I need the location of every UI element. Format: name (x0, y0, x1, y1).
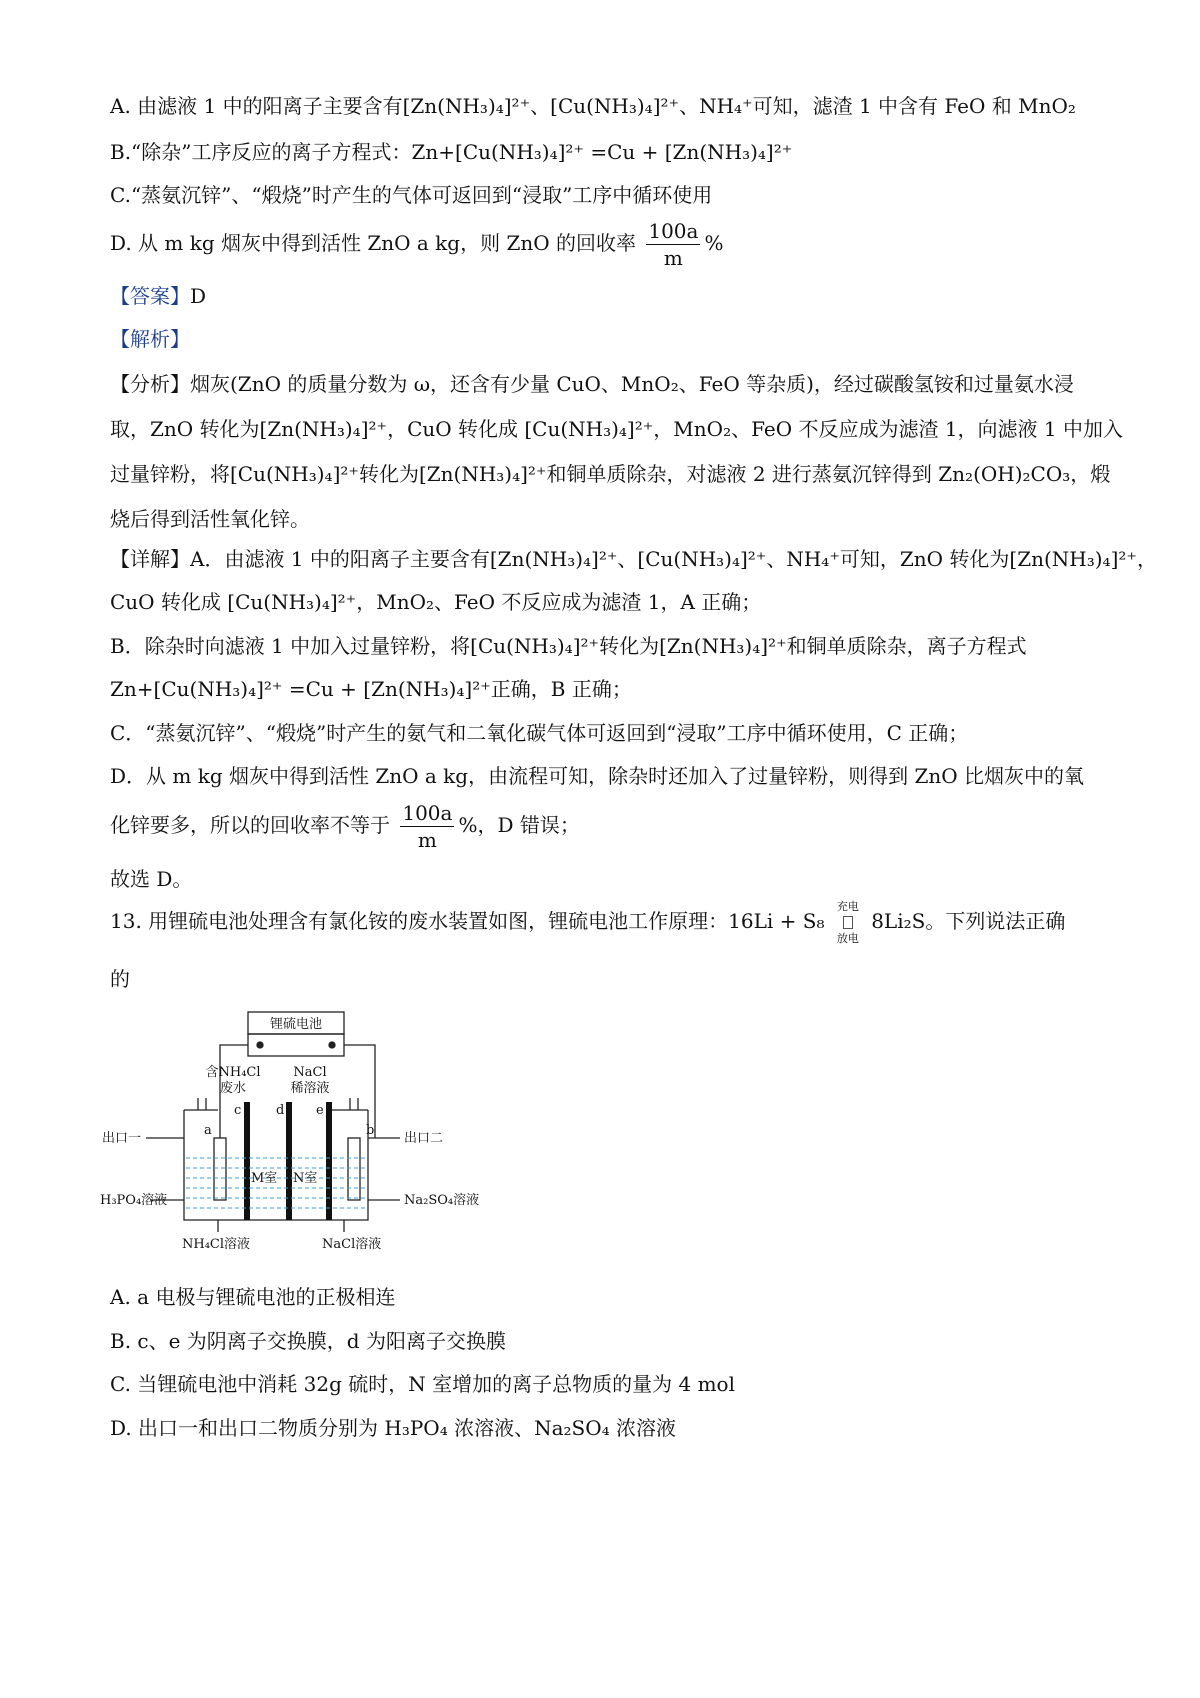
analysis-heading (110, 325, 190, 353)
q13-stem-2: 的 (110, 967, 130, 991)
q12-option-a: A. 由滤液 1 中的阳离子主要含有[Zn(NH₃)₄]²⁺、[Cu(NH₃)₄]²⁺、NH₄⁺可知，滤渣 1 中含有 FeO 和 MnO₂ (110, 94, 1076, 118)
xiangjie-line-2: CuO 转化成 [Cu(NH₃)₄]²⁺，MnO₂、FeO 不反应成为滤渣 1，A 正确； (110, 590, 762, 614)
membrane-c (244, 1102, 250, 1220)
q12-option-b: B.“除杂”工序反应的离子方程式：Zn+[Cu(NH₃)₄]²⁺ =Cu + [Zn(NH₃)₄]²⁺ (110, 140, 793, 164)
nh4cl-outlet-label: NH₄Cl溶液 (182, 1237, 251, 1252)
room-n-label: N室 (293, 1171, 318, 1186)
membrane-d-label: d (276, 1103, 285, 1118)
answer-tag: 【答案】 (110, 284, 190, 308)
h3po4-inlet-label: H₃PO₄溶液 (100, 1193, 168, 1208)
fraction-numerator: 100a (648, 219, 699, 243)
xiangjie-text-7: 化锌要多，所以的回收率不等于 (110, 813, 390, 837)
discharge-label: 放电 (836, 932, 859, 945)
charge-label: 充电 (836, 900, 859, 913)
analysis-tag: 【解析】 (110, 327, 190, 351)
q13-option-b: B. c、e 为阴离子交换膜，d 为阳离子交换膜 (110, 1329, 506, 1353)
electrode-a-label: a (204, 1123, 212, 1138)
electrode-b-label: b (366, 1123, 375, 1138)
arrow-placeholder-icon (843, 916, 853, 929)
xiangjie-line-7 (110, 800, 580, 853)
membrane-e (326, 1102, 332, 1220)
xiangjie-line-6: D．从 m kg 烟灰中得到活性 ZnO a kg，由流程可知，除杂时还加入了过量锌粉，则得到 ZnO 比烟灰中的氧 (110, 764, 1084, 788)
xiangjie-line-8: 故选 D。 (110, 867, 193, 891)
q13-stem-text: 13. 用锂硫电池处理含有氯化铵的废水装置如图，锂硫电池工作原理：16Li + S₈ (110, 909, 825, 933)
fraction-numerator-2: 100a (402, 801, 453, 825)
inlet-nh4cl-label: 含NH₄Cl (205, 1065, 261, 1080)
fenxi-line-2: 取，ZnO 转化为[Zn(NH₃)₄]²⁺，CuO 转化成 [Cu(NH₃)₄]²⁺，MnO₂、FeO 不反应成为滤渣 1，向滤液 1 中加入 (110, 417, 1123, 441)
xiangjie-line-5: C．“蒸氨沉锌”、“煅烧”时产生的氨气和二氧化碳气体可返回到“浸取”工序中循环使用，C 正确； (110, 721, 969, 745)
inlet-dilute-label: 稀溶液 (290, 1081, 330, 1096)
fraction-denominator: m (663, 246, 683, 270)
nacl-outlet-label: NaCl溶液 (322, 1237, 382, 1252)
xiangjie-text-1: A．由滤液 1 中的阳离子主要含有[Zn(NH₃)₄]²⁺、[Cu(NH₃)₄]²⁺、NH₄⁺可知，ZnO 转化为[Zn(NH₃)₄]²⁺， (190, 547, 1157, 571)
electrolysis-diagram (100, 1010, 540, 1270)
membrane-e-label: e (316, 1103, 324, 1118)
xiangjie-line-1 (110, 545, 1157, 573)
electrode-b (348, 1138, 360, 1200)
inlet-nacl-label: NaCl (293, 1065, 327, 1080)
xiangjie-line-4: Zn+[Cu(NH₃)₄]²⁺ =Cu + [Zn(NH₃)₄]²⁺正确，B 正确； (110, 677, 632, 701)
q13-option-a: A. a 电极与锂硫电池的正极相连 (110, 1285, 396, 1309)
membrane-c-label: c (234, 1103, 242, 1118)
room-m-label: M室 (251, 1171, 278, 1186)
battery-label: 锂硫电池 (269, 1017, 323, 1032)
na2so4-inlet-label: Na₂SO₄溶液 (404, 1193, 480, 1208)
xiangjie-tag: 【详解】 (110, 547, 190, 571)
q13-stem-text-post: 8Li₂S。下列说法正确 (871, 909, 1066, 933)
q13-option-d: D. 出口一和出口二物质分别为 H₃PO₄ 浓溶液、Na₂SO₄ 浓溶液 (110, 1416, 676, 1440)
outlet-two-label: 出口二 (404, 1131, 444, 1146)
fraction-denominator-2: m (417, 828, 437, 852)
fenxi-line-1 (110, 370, 1074, 398)
inlet-wastewater-label: 废水 (219, 1081, 247, 1096)
xiangjie-text-7-post: %，D 错误； (458, 813, 580, 837)
q12-option-d-text: D. 从 m kg 烟灰中得到活性 ZnO a kg，则 ZnO 的回收率 (110, 231, 636, 255)
answer-value: D (190, 284, 207, 308)
fenxi-tag: 【分析】 (110, 372, 190, 396)
answer-line (110, 282, 206, 310)
outlet-one-label: 出口一 (102, 1131, 142, 1146)
q12-option-d (110, 218, 723, 271)
electrode-a (214, 1138, 226, 1200)
fenxi-line-4: 烧后得到活性氧化锌。 (110, 507, 310, 531)
reversible-arrow (831, 900, 865, 945)
q13-option-c: C. 当锂硫电池中消耗 32g 硫时，N 室增加的离子总物质的量为 4 mol (110, 1372, 735, 1396)
q13-stem (110, 900, 1065, 945)
q12-option-c: C.“蒸氨沉锌”、“煅烧”时产生的气体可返回到“浸取”工序中循环使用 (110, 183, 713, 207)
percent-sign: % (704, 231, 724, 255)
recovery-fraction (646, 218, 700, 271)
xiangjie-line-3: B．除杂时向滤液 1 中加入过量锌粉，将[Cu(NH₃)₄]²⁺转化为[Zn(NH₃)₄]²⁺和铜单质除杂，离子方程式 (110, 634, 1027, 658)
membrane-d (286, 1102, 292, 1220)
fenxi-line-3: 过量锌粉，将[Cu(NH₃)₄]²⁺转化为[Zn(NH₃)₄]²⁺和铜单质除杂，对滤液 2 进行蒸氨沉锌得到 Zn₂(OH)₂CO₃，煅 (110, 462, 1111, 486)
recovery-fraction-2 (400, 800, 454, 853)
fenxi-text-1: 烟灰(ZnO 的质量分数为 ω，还含有少量 CuO、MnO₂、FeO 等杂质)，经过碳酸氢铵和过量氨水浸 (190, 372, 1074, 396)
